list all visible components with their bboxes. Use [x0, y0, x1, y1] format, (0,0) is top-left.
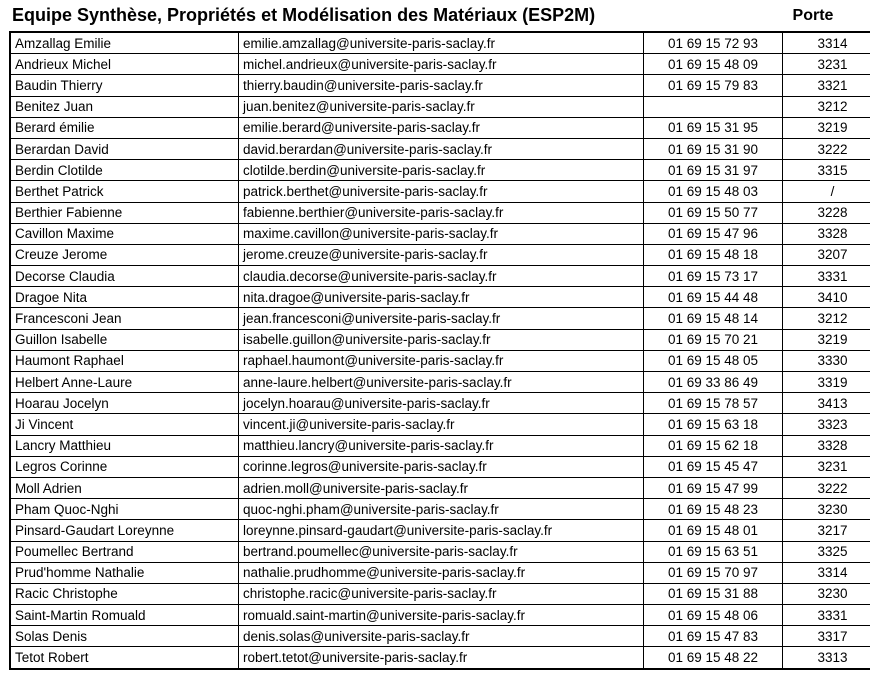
- staff-door-cell: 3207: [783, 244, 870, 265]
- staff-phone-cell: 01 69 15 48 06: [644, 605, 783, 626]
- table-row: [10, 160, 870, 181]
- table-row: [10, 583, 870, 604]
- staff-name-cell: Cavillon Maxime: [10, 223, 239, 244]
- table-row: [10, 456, 870, 477]
- staff-door-cell: 3212: [783, 96, 870, 117]
- table-row: [10, 329, 870, 350]
- staff-phone-cell: 01 69 15 78 57: [644, 393, 783, 414]
- table-row: [10, 435, 870, 456]
- staff-email-cell: jerome.creuze@universite-paris-saclay.fr: [239, 244, 644, 265]
- staff-email-cell: claudia.decorse@universite-paris-saclay.fr: [239, 266, 644, 287]
- staff-phone-cell: 01 69 15 48 09: [644, 54, 783, 75]
- table-row: [10, 138, 870, 159]
- table-row: [10, 562, 870, 583]
- staff-door-cell: 3314: [783, 32, 870, 54]
- staff-door-cell: 3328: [783, 435, 870, 456]
- table-row: [10, 181, 870, 202]
- table-row: [10, 647, 870, 669]
- staff-phone-cell: 01 69 15 31 95: [644, 117, 783, 138]
- staff-email-cell: denis.solas@universite-paris-saclay.fr: [239, 626, 644, 647]
- staff-email-cell: jean.francesconi@universite-paris-saclay.fr: [239, 308, 644, 329]
- staff-phone-cell: 01 69 15 72 93: [644, 32, 783, 54]
- table-row: [10, 626, 870, 647]
- staff-email-cell: loreynne.pinsard-gaudart@universite-paris-saclay.fr: [239, 520, 644, 541]
- staff-name-cell: Dragoe Nita: [10, 287, 239, 308]
- staff-phone-cell: 01 69 15 48 05: [644, 350, 783, 371]
- staff-door-cell: 3325: [783, 541, 870, 562]
- table-row: [10, 520, 870, 541]
- staff-name-cell: Tetot Robert: [10, 647, 239, 669]
- staff-name-cell: Berard émilie: [10, 117, 239, 138]
- staff-name-cell: Hoarau Jocelyn: [10, 393, 239, 414]
- staff-door-cell: 3330: [783, 350, 870, 371]
- door-column-heading: Porte: [792, 7, 834, 24]
- staff-email-cell: quoc-nghi.pham@universite-paris-saclay.fr: [239, 499, 644, 520]
- staff-email-cell: clotilde.berdin@universite-paris-saclay.fr: [239, 160, 644, 181]
- table-row: [10, 117, 870, 138]
- table-row: [10, 393, 870, 414]
- staff-phone-cell: 01 69 15 31 97: [644, 160, 783, 181]
- staff-email-cell: thierry.baudin@universite-paris-saclay.fr: [239, 75, 644, 96]
- staff-door-cell: 3317: [783, 626, 870, 647]
- staff-name-cell: Berardan David: [10, 138, 239, 159]
- staff-phone-cell: 01 69 15 48 22: [644, 647, 783, 669]
- staff-door-cell: 3217: [783, 520, 870, 541]
- table-row: [10, 244, 870, 265]
- staff-email-cell: emilie.berard@universite-paris-saclay.fr: [239, 117, 644, 138]
- table-row: [10, 605, 870, 626]
- staff-phone-cell: 01 69 15 48 03: [644, 181, 783, 202]
- staff-email-cell: corinne.legros@universite-paris-saclay.fr: [239, 456, 644, 477]
- staff-name-cell: Pinsard-Gaudart Loreynne: [10, 520, 239, 541]
- staff-email-cell: michel.andrieux@universite-paris-saclay.fr: [239, 54, 644, 75]
- staff-table-body: [10, 32, 870, 669]
- staff-door-cell: 3315: [783, 160, 870, 181]
- staff-email-cell: nita.dragoe@universite-paris-saclay.fr: [239, 287, 644, 308]
- staff-door-cell: 3410: [783, 287, 870, 308]
- staff-email-cell: maxime.cavillon@universite-paris-saclay.fr: [239, 223, 644, 244]
- table-row: [10, 223, 870, 244]
- staff-phone-cell: 01 69 15 48 01: [644, 520, 783, 541]
- staff-phone-cell: 01 69 15 47 83: [644, 626, 783, 647]
- staff-phone-cell: 01 69 15 48 18: [644, 244, 783, 265]
- staff-email-cell: patrick.berthet@universite-paris-saclay.fr: [239, 181, 644, 202]
- staff-email-cell: romuald.saint-martin@universite-paris-saclay.fr: [239, 605, 644, 626]
- staff-email-cell: jocelyn.hoarau@universite-paris-saclay.fr: [239, 393, 644, 414]
- table-row: [10, 477, 870, 498]
- staff-phone-cell: 01 69 15 62 18: [644, 435, 783, 456]
- table-row: [10, 414, 870, 435]
- staff-name-cell: Ji Vincent: [10, 414, 239, 435]
- table-row: [10, 541, 870, 562]
- staff-door-cell: 3314: [783, 562, 870, 583]
- staff-email-cell: anne-laure.helbert@universite-paris-saclay.fr: [239, 372, 644, 393]
- staff-name-cell: Moll Adrien: [10, 477, 239, 498]
- staff-email-cell: david.berardan@universite-paris-saclay.fr: [239, 138, 644, 159]
- staff-phone-cell: 01 69 15 73 17: [644, 266, 783, 287]
- staff-email-cell: christophe.racic@universite-paris-saclay.fr: [239, 583, 644, 604]
- staff-name-cell: Berdin Clotilde: [10, 160, 239, 181]
- staff-name-cell: Amzallag Emilie: [10, 32, 239, 54]
- staff-name-cell: Prud'homme Nathalie: [10, 562, 239, 583]
- staff-door-cell: 3319: [783, 372, 870, 393]
- staff-name-cell: Legros Corinne: [10, 456, 239, 477]
- staff-email-cell: nathalie.prudhomme@universite-paris-saclay.fr: [239, 562, 644, 583]
- staff-phone-cell: 01 69 15 47 99: [644, 477, 783, 498]
- table-row: [10, 202, 870, 223]
- staff-door-cell: /: [783, 181, 870, 202]
- staff-door-cell: 3413: [783, 393, 870, 414]
- table-row: [10, 75, 870, 96]
- staff-name-cell: Helbert Anne-Laure: [10, 372, 239, 393]
- staff-name-cell: Lancry Matthieu: [10, 435, 239, 456]
- staff-email-cell: adrien.moll@universite-paris-saclay.fr: [239, 477, 644, 498]
- staff-phone-cell: 01 69 15 44 48: [644, 287, 783, 308]
- staff-door-cell: 3222: [783, 477, 870, 498]
- staff-name-cell: Pham Quoc-Nghi: [10, 499, 239, 520]
- staff-door-cell: 3331: [783, 266, 870, 287]
- staff-email-cell: bertrand.poumellec@universite-paris-saclay.fr: [239, 541, 644, 562]
- staff-phone-cell: 01 69 15 48 23: [644, 499, 783, 520]
- staff-door-cell: 3219: [783, 329, 870, 350]
- table-row: [10, 308, 870, 329]
- staff-phone-cell: 01 69 15 70 21: [644, 329, 783, 350]
- table-row: [10, 54, 870, 75]
- staff-door-cell: 3230: [783, 583, 870, 604]
- staff-door-cell: 3331: [783, 605, 870, 626]
- staff-name-cell: Poumellec Bertrand: [10, 541, 239, 562]
- staff-door-cell: 3222: [783, 138, 870, 159]
- staff-door-cell: 3219: [783, 117, 870, 138]
- table-row: [10, 350, 870, 371]
- staff-email-cell: juan.benitez@universite-paris-saclay.fr: [239, 96, 644, 117]
- staff-door-cell: 3212: [783, 308, 870, 329]
- staff-name-cell: Racic Christophe: [10, 583, 239, 604]
- staff-email-cell: emilie.amzallag@universite-paris-saclay.fr: [239, 32, 644, 54]
- staff-phone-cell: 01 69 15 63 51: [644, 541, 783, 562]
- table-row: [10, 32, 870, 54]
- staff-name-cell: Solas Denis: [10, 626, 239, 647]
- staff-name-cell: Andrieux Michel: [10, 54, 239, 75]
- staff-phone-cell: 01 69 15 63 18: [644, 414, 783, 435]
- page-title: Equipe Synthèse, Propriétés et Modélisation des Matériaux (ESP2M): [12, 5, 596, 25]
- staff-phone-cell: 01 69 33 86 49: [644, 372, 783, 393]
- table-row: [10, 499, 870, 520]
- staff-phone-cell: 01 69 15 50 77: [644, 202, 783, 223]
- staff-door-cell: 3323: [783, 414, 870, 435]
- staff-name-cell: Berthier Fabienne: [10, 202, 239, 223]
- staff-name-cell: Guillon Isabelle: [10, 329, 239, 350]
- table-row: [10, 266, 870, 287]
- staff-phone-cell: 01 69 15 70 97: [644, 562, 783, 583]
- staff-email-cell: fabienne.berthier@universite-paris-saclay.fr: [239, 202, 644, 223]
- staff-directory-table: [9, 31, 870, 670]
- staff-email-cell: matthieu.lancry@universite-paris-saclay.fr: [239, 435, 644, 456]
- staff-name-cell: Creuze Jerome: [10, 244, 239, 265]
- staff-name-cell: Saint-Martin Romuald: [10, 605, 239, 626]
- staff-door-cell: 3228: [783, 202, 870, 223]
- table-row: [10, 372, 870, 393]
- staff-phone-cell: 01 69 15 45 47: [644, 456, 783, 477]
- staff-name-cell: Benitez Juan: [10, 96, 239, 117]
- staff-phone-cell: 01 69 15 31 88: [644, 583, 783, 604]
- staff-door-cell: 3230: [783, 499, 870, 520]
- staff-name-cell: Decorse Claudia: [10, 266, 239, 287]
- staff-email-cell: raphael.haumont@universite-paris-saclay.fr: [239, 350, 644, 371]
- staff-name-cell: Baudin Thierry: [10, 75, 239, 96]
- staff-name-cell: Haumont Raphael: [10, 350, 239, 371]
- document-header: [0, 0, 870, 32]
- staff-door-cell: 3231: [783, 456, 870, 477]
- staff-phone-cell: 01 69 15 31 90: [644, 138, 783, 159]
- staff-phone-cell: 01 69 15 48 14: [644, 308, 783, 329]
- staff-phone-cell: 01 69 15 79 83: [644, 75, 783, 96]
- staff-door-cell: 3313: [783, 647, 870, 669]
- staff-door-cell: 3321: [783, 75, 870, 96]
- staff-phone-cell: [644, 96, 783, 117]
- staff-email-cell: vincent.ji@universite-paris-saclay.fr: [239, 414, 644, 435]
- staff-email-cell: isabelle.guillon@universite-paris-saclay.fr: [239, 329, 644, 350]
- staff-door-cell: 3231: [783, 54, 870, 75]
- staff-phone-cell: 01 69 15 47 96: [644, 223, 783, 244]
- table-row: [10, 96, 870, 117]
- table-row: [10, 287, 870, 308]
- staff-door-cell: 3328: [783, 223, 870, 244]
- staff-email-cell: robert.tetot@universite-paris-saclay.fr: [239, 647, 644, 669]
- staff-name-cell: Francesconi Jean: [10, 308, 239, 329]
- staff-name-cell: Berthet Patrick: [10, 181, 239, 202]
